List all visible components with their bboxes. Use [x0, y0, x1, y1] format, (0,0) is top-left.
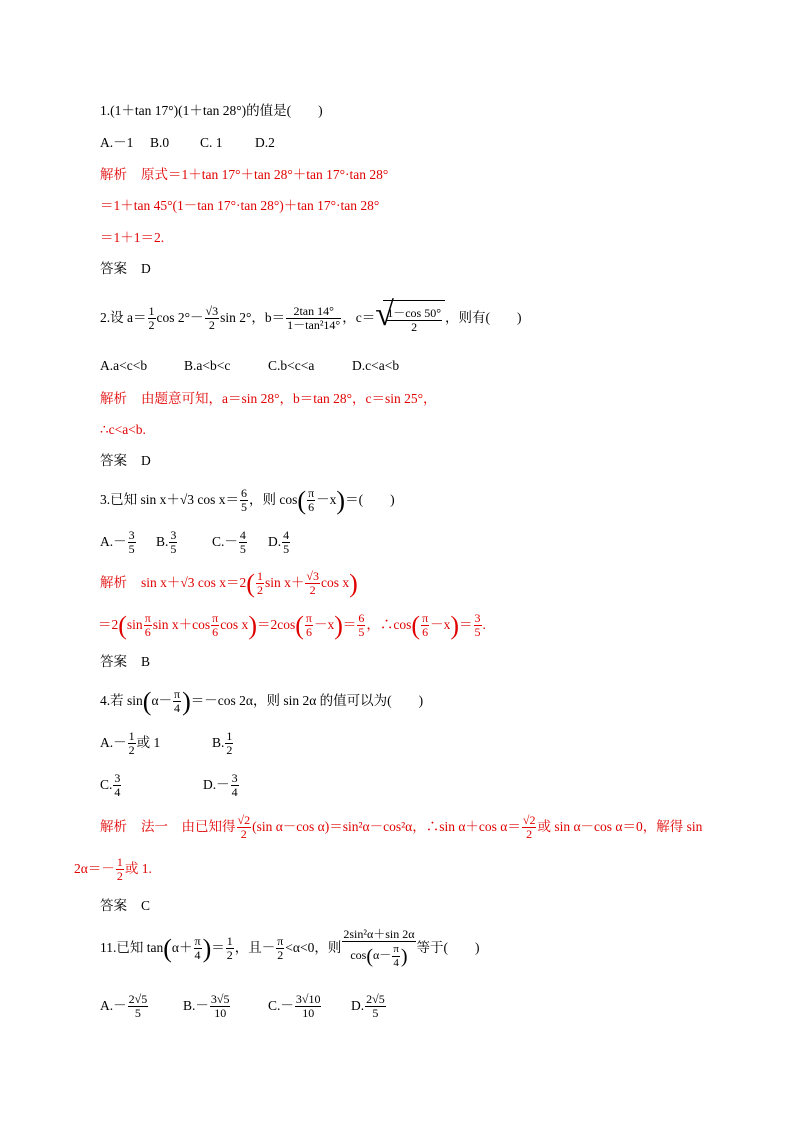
option-a: A.－1 [100, 135, 134, 150]
answer-value: C [141, 898, 151, 913]
fraction-b: $\frac{2\tan 14^\circ}{\text{1－tan²14°}}$ [287, 304, 341, 333]
problem4-options-cd [100, 770, 240, 800]
option-d: D. $\frac{2√5}{5}$ [351, 992, 385, 1021]
analysis-label: 解析 [100, 575, 127, 590]
option-b: B.0 [150, 135, 170, 150]
problem4-analysis-line2: 2α＝－ $\frac{1}{2}$ 或 1. [74, 855, 152, 884]
problem3-options [100, 526, 291, 558]
stem-text: －x [316, 492, 337, 507]
option-c: C. 1 [200, 135, 223, 150]
problem1-analysis-line2: ＝1＋tan 45°(1－tan 17°·tan 28°)＋tan 17°·tan 28° [100, 198, 380, 213]
analysis-label: 解析 [100, 819, 127, 834]
option-c: C.b<c<a [268, 358, 315, 373]
option-c: C. $\frac{3}{4}$ [100, 771, 121, 800]
option-a: A.－ $\frac{1}{2}$ 或 1 [100, 729, 161, 758]
problem1-analysis-line1 [100, 166, 388, 184]
option-c: C.－ $\frac{4}{5}$ [212, 528, 246, 557]
problem1-answer [100, 260, 151, 278]
answer-value: D [141, 261, 151, 276]
problem1-options [100, 134, 275, 152]
problem3-analysis-line1: 解析 sin x＋√3 cos x＝2( $\frac{1}{2}$ sin x＋ $\frac{√3}{2}$ cos x) [100, 568, 358, 598]
stem-prefix: 3.已知 sin x＋√3 cos x＝ [100, 492, 240, 507]
stem-suffix: ，则有( ) [445, 310, 522, 325]
option-c: C.－ $\frac{3√10}{10}$ [268, 992, 321, 1021]
problem2-analysis-line1 [100, 390, 437, 408]
option-d: D. $\frac{4}{5}$ [268, 528, 290, 557]
option-a: A.a<c<b [100, 358, 148, 373]
stem-prefix: 2.设 a＝ [100, 310, 147, 325]
stem-text: ，则 cos [249, 492, 298, 507]
analysis-label: 解析 [100, 167, 127, 182]
answer-value: B [141, 654, 151, 669]
answer-label: 答案 [100, 453, 127, 468]
stem-suffix: ＝( ) [345, 492, 395, 507]
option-a: A.－ $\frac{3}{5}$ [100, 528, 135, 557]
answer-label: 答案 [100, 898, 127, 913]
problem2-answer [100, 452, 151, 470]
radical-c: √ $\frac{1-\cos 50^\circ}{2}$ [375, 300, 445, 337]
option-d: D.c<a<b [352, 358, 400, 373]
big-fraction: 2sin²α＋sin 2α cos(α－ $\frac{\pi}{4}$ ) [343, 927, 415, 969]
problem4-options-ab [100, 728, 234, 758]
fraction: $\frac{\pi}{6}$ [308, 486, 315, 515]
option-b: B. $\frac{3}{5}$ [156, 528, 177, 557]
problem3-analysis-line2: ＝2(sin $\frac{\pi}{6}$ sin x＋cos $\frac{\pi}{6}$ cos x)＝2cos( $\frac{\pi}{6}$ －x)＝ $\frac{6}{5}$ ，∴cos( $\frac{\pi}{6}$ －x)＝ $\frac{3}{5}$ . [98, 610, 486, 640]
problem2-options [100, 357, 399, 375]
problem1-analysis-line3: ＝1＋1＝2. [100, 230, 165, 245]
fraction: $\frac{6}{5}$ [241, 486, 248, 515]
answer-label: 答案 [100, 654, 127, 669]
problem3-stem: 3.已知 sin x＋√3 cos x＝ $\frac{6}{5}$ ，则 cos( $\frac{\pi}{6}$ －x)＝( ) [100, 485, 395, 515]
problem2-stem [100, 296, 522, 337]
problem2-analysis-line2: ∴c<a<b. [100, 422, 146, 437]
problem4-answer [100, 897, 150, 915]
problem11-stem: 11.已知 tan(α＋ $\frac{\pi}{4}$ )＝ $\frac{1}{2}$ ，且－ $\frac{\pi}{2}$ <α<0，则 2sin²α＋sin 2α cos(α－ $\frac{\pi}{4}$ ) 等于( ) [100, 927, 480, 969]
problem4-analysis-line1: 解析 法一 由已知得 $\frac{√2}{2}$ (sin α－cos α)＝sin²α－cos²α，∴sin α＋cos α＝ $\frac{√2}{2}$ 或 sin α－cos α＝0，解得 sin [100, 813, 703, 842]
analysis-label: 解析 [100, 391, 127, 406]
option-b: B.a<b<c [184, 358, 231, 373]
option-d: D.2 [255, 135, 275, 150]
answer-label: 答案 [100, 261, 127, 276]
answer-value: D [141, 453, 151, 468]
stem-text: cos 2°－ [156, 310, 204, 325]
fraction: $\frac{1}{2}$ [148, 304, 155, 333]
problem3-answer [100, 653, 150, 671]
option-d: D.－ $\frac{3}{4}$ [203, 771, 238, 800]
stem-text: sin 2°，b＝ [220, 310, 286, 325]
fraction-c: $\frac{1-\cos 50^\circ}{2}$ [387, 305, 442, 334]
problem1-stem: 1.(1＋tan 17°)(1＋tan 28°)的值是( ) [100, 103, 323, 118]
analysis-text: 由题意可知，a＝sin 28°，b＝tan 28°，c＝sin 25°， [141, 391, 437, 406]
problem4-stem: 4.若 sin(α－ $\frac{\pi}{4}$ )＝－cos 2α，则 sin 2α 的值可以为( ) [100, 686, 424, 716]
stem-text: ，c＝ [342, 310, 376, 325]
analysis-text: 原式＝1＋tan 17°＋tan 28°＋tan 17°·tan 28° [141, 167, 389, 182]
problem11-options [100, 988, 387, 1024]
fraction: $\frac{√3}{2}$ [205, 304, 219, 333]
option-a: A.－ $\frac{2√5}{5}$ [100, 992, 148, 1021]
option-b: B.－ $\frac{3√5}{10}$ [183, 992, 230, 1021]
option-b: B. $\frac{1}{2}$ [212, 729, 233, 758]
